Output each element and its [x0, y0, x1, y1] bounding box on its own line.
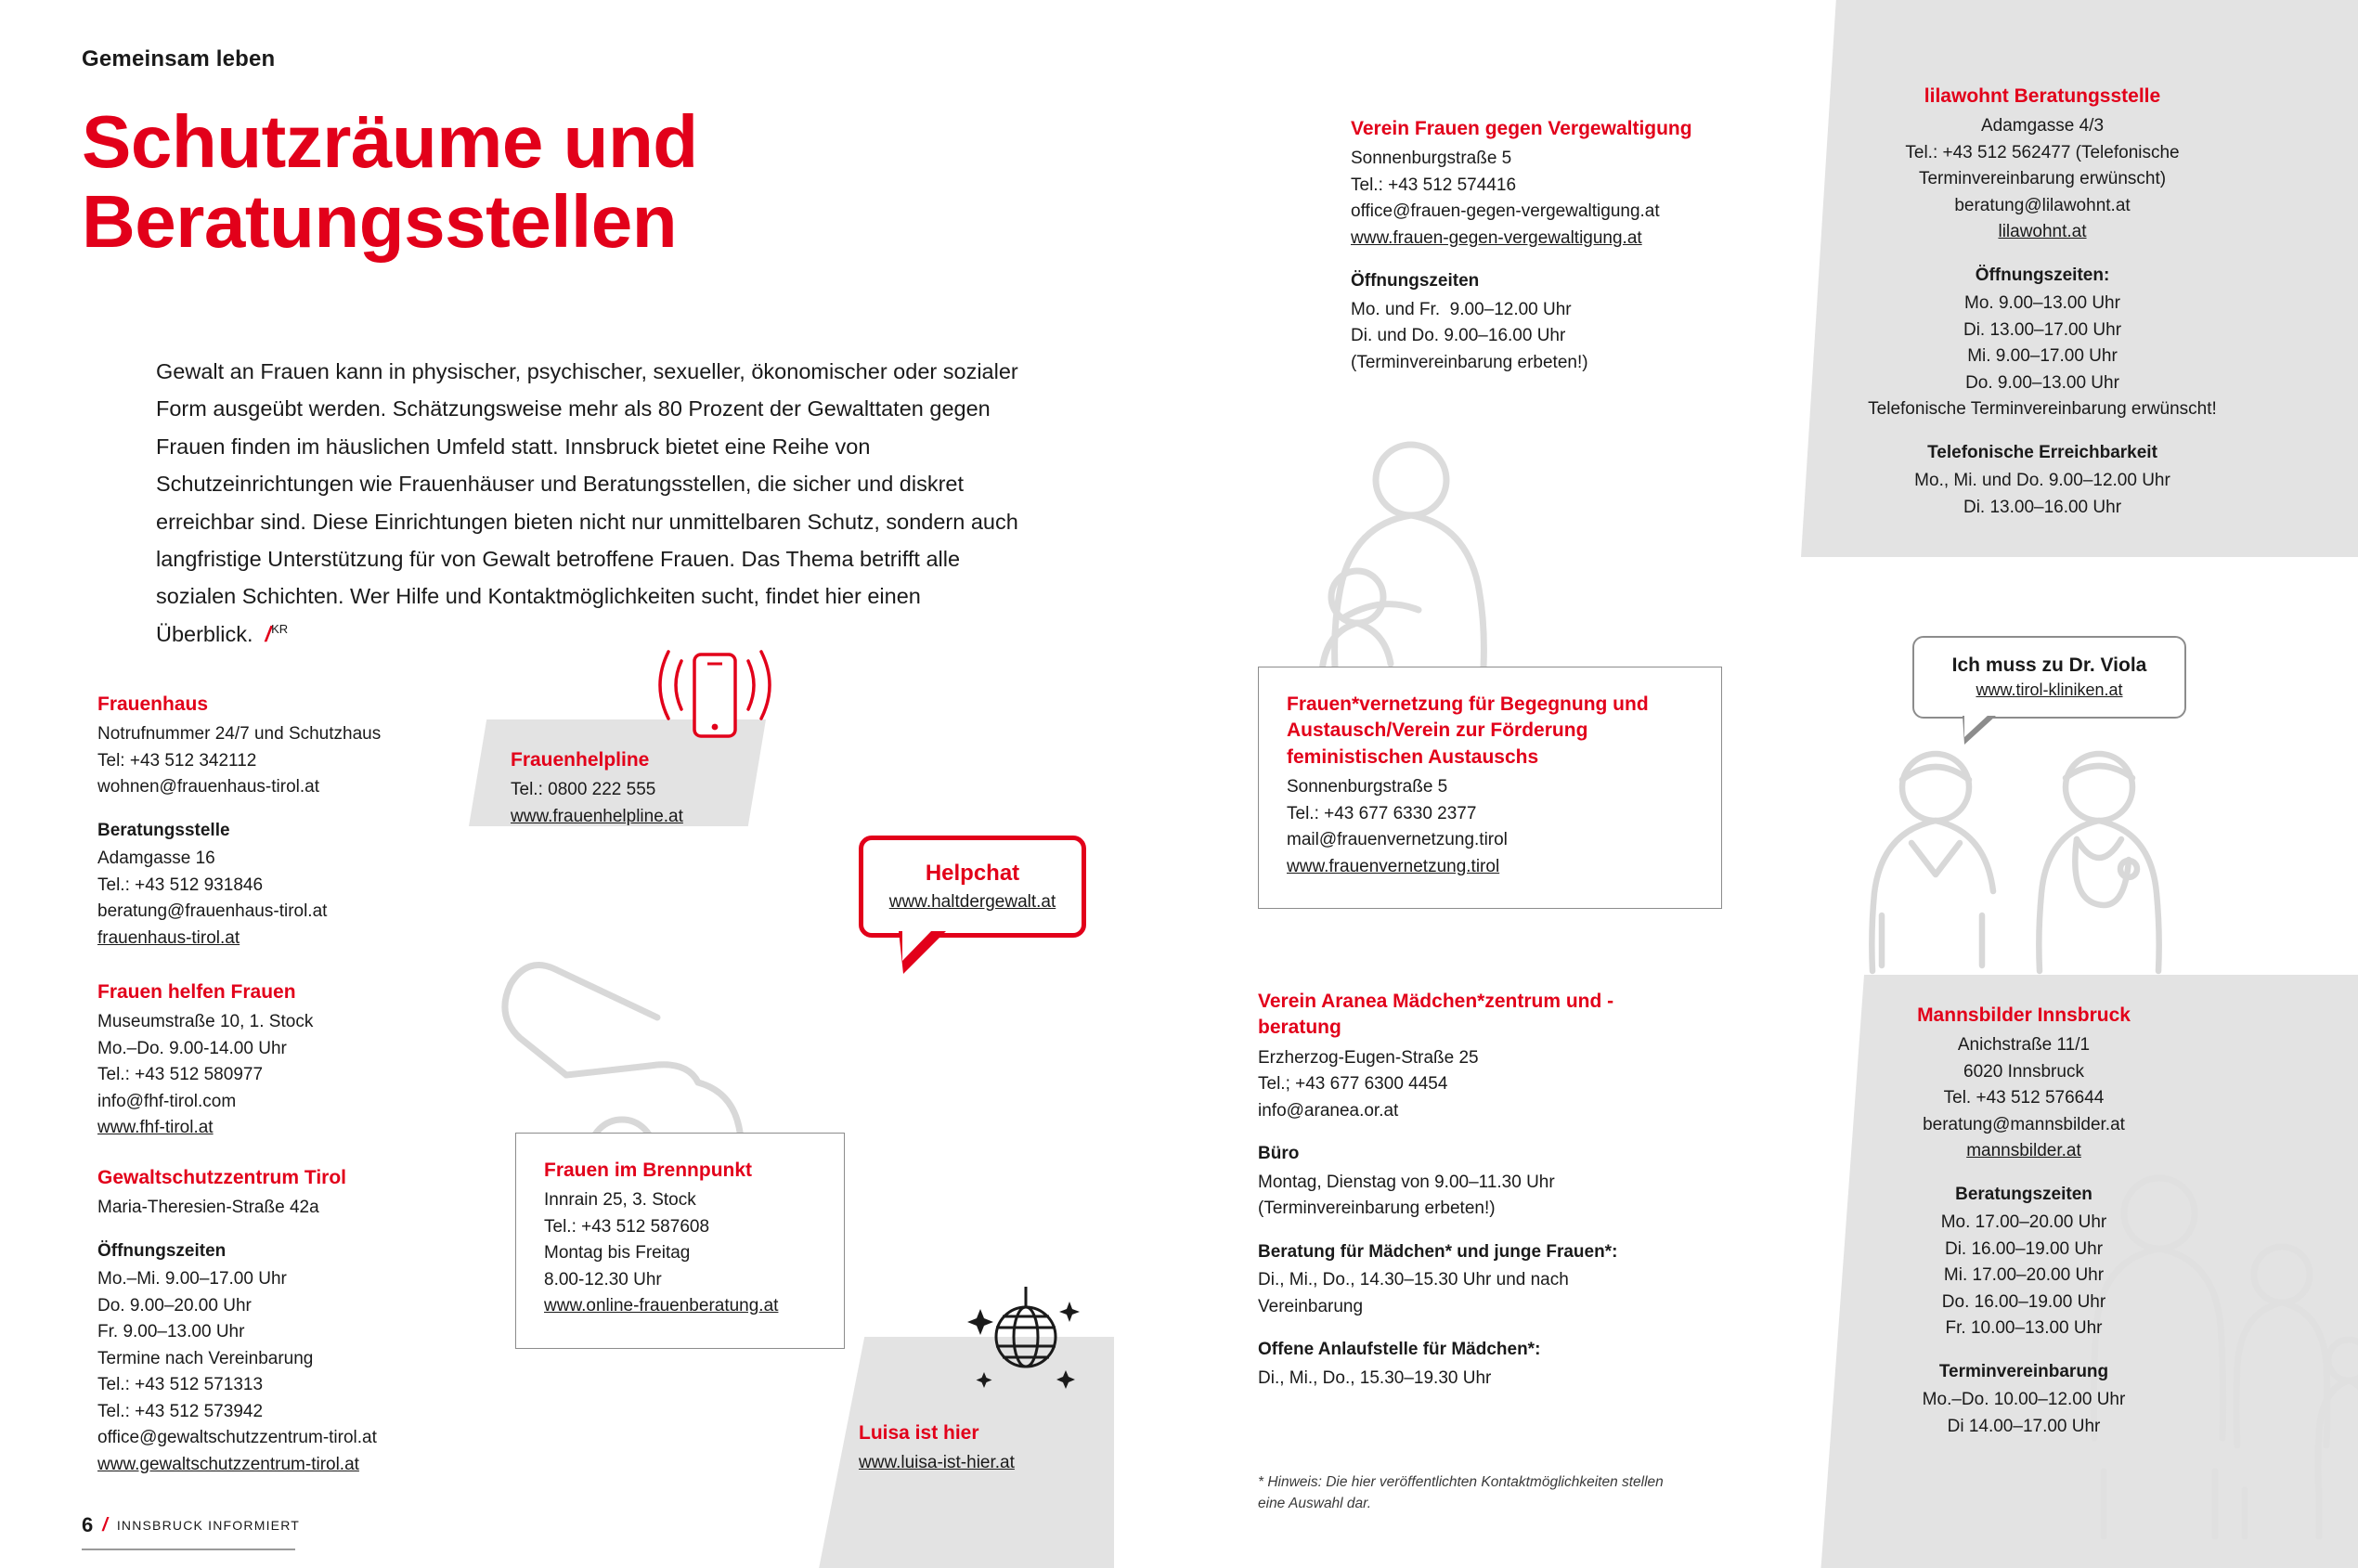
entry-line: Di. 16.00–19.00 Uhr [1944, 1238, 2104, 1259]
entry-line: Mo.–Do. 10.00–12.00 Uhr [1922, 1390, 2126, 1410]
bubble-link[interactable]: www.haltdergewalt.at [888, 892, 1056, 912]
entry-website-link[interactable]: www.fhf-tirol.at [97, 1118, 214, 1138]
entry-line: Termine nach Vereinbarung [97, 1348, 314, 1368]
entry-line: Adamgasse 4/3 [1980, 116, 2105, 136]
entry-line: Mo., Mi. und Do. 9.00–12.00 Uhr [1914, 471, 2170, 491]
entry-subheading: Öffnungszeiten [97, 1240, 227, 1261]
entry-line: (Terminvereinbarung erbeten!) [1351, 352, 1588, 372]
entry-line: Tel.: +43 512 587608 [544, 1216, 710, 1237]
entry-line: beratung@mannsbilder.at [1923, 1114, 2125, 1134]
entry-line: Terminvereinbarung erwünscht) [1918, 169, 2167, 189]
entry-subheading: Terminvereinbarung [1938, 1361, 2109, 1381]
page-number: 6 [82, 1513, 94, 1536]
entry-website-link[interactable]: frauenhaus-tirol.at [97, 927, 240, 948]
entry-line: Maria-Theresien-Straße 42a [97, 1198, 319, 1218]
entry-title: Mannsbilder Innsbruck [1917, 1004, 2131, 1026]
entry-line: 6020 Innsbruck [1963, 1061, 2084, 1082]
entry-website-link[interactable]: www.frauenvernetzung.tirol [1287, 856, 1500, 876]
bubble-link[interactable]: www.tirol-kliniken.at [1976, 680, 2123, 699]
entry-line: info@fhf-tirol.com [97, 1091, 237, 1111]
bubble-title: Ich muss zu Dr. Viola [1951, 654, 2147, 676]
entry-subheading: Öffnungszeiten: [1975, 265, 2110, 285]
entry-line: Tel.: +43 677 6330 2377 [1287, 803, 1477, 823]
entry-title: Frauen helfen Frauen [97, 981, 296, 1003]
entry-line: Tel.: +43 512 571313 [97, 1375, 264, 1395]
entry-line: Fr. 9.00–13.00 Uhr [97, 1322, 245, 1342]
lead-text: Gewalt an Frauen kann in physischer, psychischer, sexueller, ökonomischer oder sozialer Form ausgeübt werden. Schätzungsweise mehr als 80 Prozent der Gewalttaten gegen Frauen finden im häuslichen Umfeld statt. Innsbruck bietet eine Reihe von Schutzeinrichtungen wie Frauenhäuser und Beratungsstellen, die sicher und diskret erreichbar sind. Diese Einrichtungen bieten nicht nur unmittelbaren Schutz, sondern auch langfristige Unterstützung für von Gewalt betroffene Frauen. Das Thema betrifft alle sozialen Schichten. Wer Hilfe und Kontaktmöglichkeiten sucht, findet hier einen Überblick. [156, 359, 1018, 646]
entry-aranea [1258, 989, 1648, 1392]
entry-line: Do. 9.00–20.00 Uhr [97, 1295, 252, 1315]
entry-line: Di. und Do. 9.00–16.00 Uhr [1351, 326, 1566, 346]
entry-frauen-helfen-frauen [97, 979, 432, 1142]
bubble-title: Helpchat [925, 861, 1020, 886]
bubble-tail-icon [1963, 716, 1996, 745]
lead-paragraph [156, 353, 1019, 653]
entry-subheading: Öffnungszeiten [1351, 271, 1480, 292]
entry-line: Erzherzog-Eugen-Straße 25 [1258, 1047, 1479, 1068]
entry-line: Montag bis Freitag [544, 1243, 691, 1263]
entry-title: lilawohnt Beratungsstelle [1924, 85, 2161, 107]
entry-line: mail@frauenvernetzung.tirol [1287, 830, 1508, 850]
entry-website-link[interactable]: www.gewaltschutzzentrum-tirol.at [97, 1454, 359, 1474]
entry-subheading: Büro [1258, 1144, 1300, 1164]
entry-line: Museumstraße 10, 1. Stock [97, 1012, 314, 1032]
entry-line: Tel: +43 512 342112 [97, 750, 257, 771]
entry-mannsbilder [1801, 1003, 2247, 1440]
entry-line: Do. 9.00–13.00 Uhr [1965, 372, 2119, 393]
entry-line: office@gewaltschutzzentrum-tirol.at [97, 1428, 377, 1448]
entry-subheading: Offene Anlaufstelle für Mädchen*: [1258, 1340, 1541, 1360]
entry-website-link[interactable]: mannsbilder.at [1966, 1141, 2081, 1161]
entry-line: office@frauen-gegen-vergewaltigung.at [1351, 201, 1660, 222]
entry-line: Di. 13.00–17.00 Uhr [1963, 319, 2122, 340]
entry-frauenvernetzung [1258, 667, 1722, 909]
entry-line: Tel.: +43 512 573942 [97, 1401, 264, 1421]
entry-gewaltschutzzentrum [97, 1165, 487, 1478]
entry-line: Tel.: +43 512 574416 [1351, 175, 1517, 195]
entry-subheading: Beratungszeiten [1955, 1184, 2092, 1204]
footer-slash-icon: / [102, 1514, 108, 1536]
entry-line: Mi. 17.00–20.00 Uhr [1943, 1265, 2105, 1286]
entry-line: Mo.–Mi. 9.00–17.00 Uhr [97, 1269, 287, 1289]
entry-line: Adamgasse 16 [97, 849, 215, 869]
entry-line: Tel. +43 512 576644 [1943, 1088, 2105, 1108]
entry-subheading: Beratungsstelle [97, 820, 230, 840]
entry-line: Notrufnummer 24/7 und Schutzhaus [97, 724, 382, 745]
entry-line: Mi. 9.00–17.00 Uhr [1967, 346, 2118, 367]
entry-website-link[interactable]: www.frauen-gegen-vergewaltigung.at [1351, 227, 1642, 248]
bubble-helpchat[interactable] [859, 836, 1086, 938]
section-kicker: Gemeinsam leben [82, 46, 276, 71]
entry-line: Mo. 9.00–13.00 Uhr [1964, 293, 2120, 314]
entry-website-link[interactable]: www.online-frauenberatung.at [544, 1296, 779, 1316]
entry-line: Mo.–Do. 9.00-14.00 Uhr [97, 1038, 287, 1058]
mobile-phone-icon [641, 641, 789, 766]
entry-line: Telefonische Terminvereinbarung erwünscht! [1868, 399, 2217, 420]
entry-line: Mo. 17.00–20.00 Uhr [1940, 1212, 2107, 1233]
entry-line: Sonnenburgstraße 5 [1351, 149, 1512, 169]
disco-ball-icon [965, 1281, 1086, 1393]
entry-website-link[interactable]: www.frauenhelpline.at [511, 806, 683, 826]
entry-title: Gewaltschutzzentrum Tirol [97, 1167, 346, 1188]
entry-luisa-ist-hier [859, 1420, 1156, 1477]
entry-line: beratung@lilawohnt.at [1954, 195, 2131, 215]
entry-line: beratung@frauenhaus-tirol.at [97, 901, 328, 922]
entry-line: Sonnenburgstraße 5 [1287, 777, 1448, 797]
publication-name: INNSBRUCK INFORMIERT [116, 1518, 301, 1533]
entry-line: Di., Mi., Do., 15.30–19.30 Uhr [1258, 1367, 1492, 1388]
entry-frauen-im-brennpunkt [515, 1133, 845, 1349]
author-initials: KR [271, 622, 289, 637]
entry-line: (Terminvereinbarung erbeten!) [1258, 1199, 1496, 1219]
entry-line: Tel.: +43 512 931846 [97, 875, 264, 895]
entry-website-link[interactable]: www.luisa-ist-hier.at [859, 1453, 1015, 1473]
bubble-tail-icon [899, 931, 946, 974]
entry-title: Luisa ist hier [859, 1422, 979, 1444]
entry-line: Do. 16.00–19.00 Uhr [1941, 1291, 2106, 1312]
page-footer [82, 1513, 300, 1537]
entry-line: Di 14.00–17.00 Uhr [1947, 1416, 2101, 1436]
entry-title: Frauenhaus [97, 693, 209, 715]
entry-line: Di., Mi., Do., 14.30–15.30 Uhr und nach [1258, 1270, 1569, 1290]
entry-title: Verein Frauen gegen Vergewaltigung [1351, 118, 1692, 139]
entry-subheading: Beratung für Mädchen* und junge Frauen*: [1258, 1241, 1618, 1262]
entry-line: info@aranea.or.at [1258, 1100, 1399, 1121]
entry-title: Verein Aranea Mädchen*zentrum und -beratung [1258, 991, 1614, 1039]
entry-title: Frauenhelpline [511, 749, 650, 771]
entry-line: Mo. und Fr. 9.00–12.00 Uhr [1351, 299, 1572, 319]
entry-line: 8.00-12.30 Uhr [544, 1269, 662, 1289]
entry-line: Innrain 25, 3. Stock [544, 1190, 696, 1211]
entry-frauen-gegen-vergewaltigung [1351, 116, 1750, 376]
entry-lilawohnt [1806, 84, 2279, 521]
entry-line: wohnen@frauenhaus-tirol.at [97, 777, 319, 797]
entry-line: Tel.: +43 512 580977 [97, 1065, 264, 1085]
entry-line: Fr. 10.00–13.00 Uhr [1945, 1318, 2103, 1339]
entry-frauenhaus [97, 692, 432, 952]
entry-line: Tel.; +43 677 6300 4454 [1258, 1074, 1448, 1095]
entry-title: Frauen im Brennpunkt [544, 1160, 753, 1181]
illustration-two-doctors [1833, 743, 2233, 975]
entry-website-link[interactable]: lilawohnt.at [1998, 222, 2087, 242]
page-title: Schutzräume und Beratungsstellen [82, 100, 698, 264]
entry-line: Vereinbarung [1258, 1296, 1364, 1316]
entry-line: Tel.: +43 512 562477 (Telefonische [1905, 142, 2180, 162]
footnote: * Hinweis: Die hier veröffentlichten Kontaktmöglichkeiten stellen eine Auswahl dar. [1258, 1474, 1664, 1512]
author-slash-icon: / [259, 621, 272, 646]
entry-line: Tel.: 0800 222 555 [511, 780, 656, 800]
entry-subheading: Telefonische Erreichbarkeit [1927, 442, 2157, 462]
entry-line: Montag, Dienstag von 9.00–11.30 Uhr [1258, 1172, 1555, 1192]
entry-line: Anichstraße 11/1 [1957, 1035, 2091, 1056]
entry-title: Frauen*vernetzung für Begegnung und Austausch/Verein zur Förderung feministischen Austauschs [1287, 693, 1649, 768]
bubble-dr-viola[interactable] [1912, 636, 2186, 719]
footer-divider [82, 1549, 295, 1550]
entry-line: Di. 13.00–16.00 Uhr [1963, 497, 2122, 517]
